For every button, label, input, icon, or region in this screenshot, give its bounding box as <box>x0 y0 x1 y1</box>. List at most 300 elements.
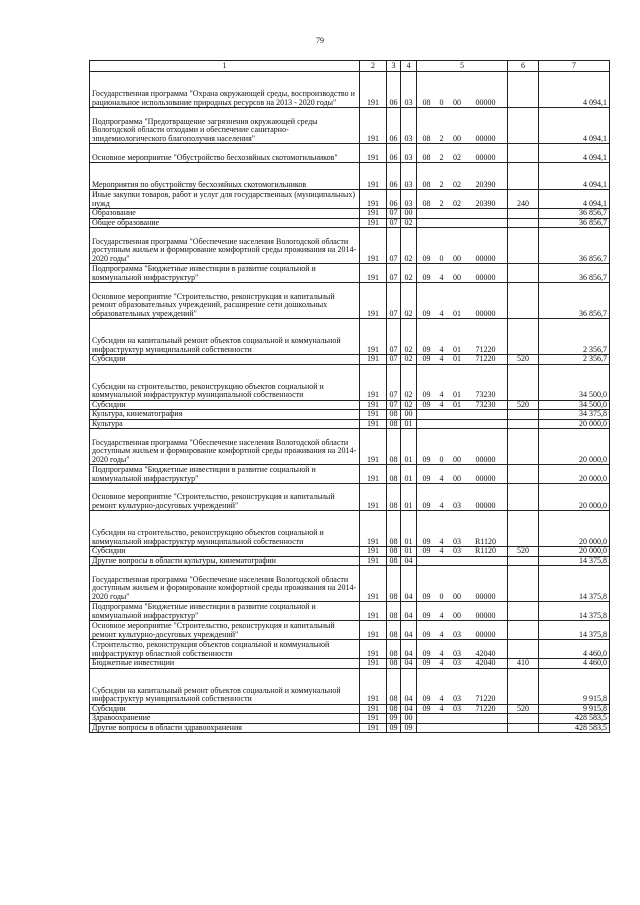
row-name-text: Подпрограмма "Бюджетные инвестиции в развитие социальной и коммунальной инфраструктур" <box>92 264 316 282</box>
row-col-6 <box>508 556 539 566</box>
row-col-2: 191 <box>360 640 387 659</box>
row-name-text: Подпрограмма "Предотвращение загрязнения окружающей среды Вологодской области отходами и обеспечение санитарно-эпидемиологического благополучия населения" <box>92 116 318 143</box>
target-event: 03 <box>453 648 461 658</box>
target-event: 01 <box>453 308 461 318</box>
table-row <box>90 602 610 621</box>
row-amount: 34 500,0 <box>539 364 610 400</box>
row-amount: 4 094,1 <box>539 144 610 163</box>
target-direction: 20390 <box>475 179 496 189</box>
target-program: 08 <box>422 152 431 162</box>
row-col-3: 08 <box>387 621 401 640</box>
row-col-6: 410 <box>508 659 539 669</box>
target-direction: 00000 <box>475 591 496 601</box>
row-col-3: 09 <box>387 714 401 724</box>
target-event: 00 <box>453 272 461 282</box>
row-target-code <box>417 723 508 733</box>
row-col-3: 07 <box>387 283 401 319</box>
row-name <box>90 228 360 264</box>
row-col-6 <box>508 209 539 219</box>
row-col-2: 191 <box>360 566 387 602</box>
target-event: 00 <box>453 454 461 464</box>
row-name-text: Подпрограмма "Бюджетные инвестиции в развитие социальной и коммунальной инфраструктур" <box>92 602 316 620</box>
target-direction: 71220 <box>475 704 496 713</box>
target-direction: R1120 <box>474 536 497 546</box>
row-name-text: Государственная программа "Охрана окружающей среды, воспроизводство и рациональное использование природных ресурсов на 2013 - 2020 годы" <box>92 89 355 107</box>
row-name <box>90 355 360 365</box>
target-direction: 00000 <box>475 454 496 464</box>
target-direction: 71220 <box>475 694 496 703</box>
row-target-code <box>417 419 508 429</box>
row-amount: 36 856,7 <box>539 218 610 228</box>
row-col-4: 04 <box>401 621 417 640</box>
row-col-3: 08 <box>387 602 401 621</box>
row-name-text: Субсидии на капитальный ремонт объектов социальной и коммунальной инфраструктур муниципальной собственности <box>92 336 341 354</box>
row-col-4: 00 <box>401 714 417 724</box>
row-name-text: Здравоохранение <box>92 713 151 722</box>
row-amount: 4 094,1 <box>539 190 610 209</box>
row-amount: 4 460,0 <box>539 659 610 669</box>
target-event: 03 <box>453 546 461 555</box>
row-amount: 428 583,5 <box>539 723 610 733</box>
target-program: 09 <box>422 390 431 399</box>
target-program: 09 <box>422 629 431 639</box>
target-event: 00 <box>453 133 461 143</box>
target-direction: 00000 <box>475 308 496 318</box>
row-target-code <box>417 668 508 704</box>
target-event: 01 <box>453 400 461 409</box>
row-col-6 <box>508 419 539 429</box>
row-col-6: 520 <box>508 704 539 714</box>
row-name-text: Мероприятия по обустройству бесхозяйных скотомогильников <box>92 179 307 189</box>
target-event: 00 <box>453 253 461 263</box>
row-col-6 <box>508 228 539 264</box>
row-col-6 <box>508 218 539 228</box>
row-name <box>90 264 360 283</box>
row-target-code <box>417 319 508 355</box>
row-col-2: 191 <box>360 228 387 264</box>
row-col-2: 191 <box>360 283 387 319</box>
row-name <box>90 602 360 621</box>
row-col-4: 01 <box>401 547 417 557</box>
row-name-text: Субсидии <box>92 546 126 555</box>
row-name-text: Основное мероприятие "Обустройство бесхозяйных скотомогильников" <box>92 152 338 162</box>
row-col-6 <box>508 429 539 465</box>
row-name-text: Подпрограмма "Бюджетные инвестиции в развитие социальной и коммунальной инфраструктур" <box>92 465 316 483</box>
row-amount: 20 000,0 <box>539 547 610 557</box>
table-row <box>90 264 610 283</box>
header-col-7: 7 <box>539 61 610 72</box>
target-direction: 42040 <box>475 658 496 667</box>
row-col-2: 191 <box>360 704 387 714</box>
row-amount: 20 000,0 <box>539 429 610 465</box>
row-name-text: Образование <box>92 208 136 217</box>
target-event: 01 <box>453 390 461 399</box>
table-row <box>90 621 610 640</box>
target-subprogram: 0 <box>439 454 444 464</box>
row-col-6 <box>508 163 539 190</box>
row-target-code <box>417 566 508 602</box>
table-row <box>90 72 610 108</box>
target-program: 08 <box>422 133 431 143</box>
row-col-6 <box>508 72 539 108</box>
row-name <box>90 364 360 400</box>
row-col-3: 08 <box>387 465 401 484</box>
target-direction: 71220 <box>475 344 496 354</box>
row-col-4: 03 <box>401 108 417 144</box>
row-name-text: Культура, кинематография <box>92 409 183 418</box>
row-col-2: 191 <box>360 364 387 400</box>
target-direction: 00000 <box>475 152 496 162</box>
row-amount: 2 356,7 <box>539 319 610 355</box>
target-program: 09 <box>422 694 431 703</box>
row-target-code <box>417 410 508 420</box>
target-direction: 00000 <box>475 253 496 263</box>
row-name <box>90 190 360 209</box>
row-amount: 9 915,8 <box>539 668 610 704</box>
row-col-4: 01 <box>401 465 417 484</box>
target-subprogram: 4 <box>439 308 444 318</box>
target-event: 00 <box>453 610 461 620</box>
target-program: 09 <box>422 610 431 620</box>
row-target-code <box>417 400 508 410</box>
table-row <box>90 484 610 511</box>
row-amount: 4 094,1 <box>539 72 610 108</box>
target-direction: 00000 <box>475 272 496 282</box>
target-program: 09 <box>422 272 431 282</box>
row-name <box>90 484 360 511</box>
row-col-3: 06 <box>387 163 401 190</box>
row-col-4: 01 <box>401 484 417 511</box>
target-event: 00 <box>453 591 461 601</box>
table-row <box>90 419 610 429</box>
row-name-text: Основное мероприятие "Строительство, реконструкция и капитальный ремонт образовательных учреждений, расширение сети дошкольных образовательных учреждений" <box>92 291 335 318</box>
target-event: 03 <box>453 704 461 713</box>
row-col-3: 08 <box>387 556 401 566</box>
row-col-4: 02 <box>401 218 417 228</box>
row-col-4: 01 <box>401 419 417 429</box>
table-row <box>90 640 610 659</box>
row-col-3: 08 <box>387 511 401 547</box>
row-col-4: 02 <box>401 400 417 410</box>
row-col-3: 06 <box>387 108 401 144</box>
row-name-text: Основное мероприятие "Строительство, реконструкция и капитальный ремонт культурно-досуговых учреждений" <box>92 621 335 639</box>
row-name <box>90 108 360 144</box>
table-row <box>90 228 610 264</box>
row-target-code <box>417 228 508 264</box>
row-col-6 <box>508 264 539 283</box>
row-col-2: 191 <box>360 163 387 190</box>
target-direction: 20390 <box>475 198 496 208</box>
row-target-code <box>417 484 508 511</box>
row-name-text: Субсидии на строительство, реконструкцию объектов социальной и коммунальной инфраструктур муниципальной собственности <box>92 381 324 399</box>
row-target-code <box>417 209 508 219</box>
row-name-text: Государственная программа "Обеспечение населения Вологодской области доступным жильем и формирование комфортной среды проживания на 2014-2020 годы" <box>92 574 357 601</box>
row-col-4: 02 <box>401 228 417 264</box>
row-col-4: 03 <box>401 163 417 190</box>
row-target-code <box>417 511 508 547</box>
target-subprogram: 4 <box>439 658 444 667</box>
row-col-3: 07 <box>387 228 401 264</box>
target-program: 08 <box>422 179 431 189</box>
row-name <box>90 419 360 429</box>
target-direction: 71220 <box>475 354 496 363</box>
target-direction: 73230 <box>475 390 496 399</box>
row-col-6: 520 <box>508 355 539 365</box>
row-col-3: 07 <box>387 400 401 410</box>
row-col-2: 191 <box>360 465 387 484</box>
target-direction: 00000 <box>475 629 496 639</box>
row-name <box>90 621 360 640</box>
target-program: 09 <box>422 500 431 510</box>
table-row <box>90 556 610 566</box>
target-subprogram: 4 <box>439 648 444 658</box>
row-target-code <box>417 465 508 484</box>
row-name <box>90 163 360 190</box>
target-subprogram: 2 <box>439 179 444 189</box>
row-target-code <box>417 144 508 163</box>
row-col-4: 04 <box>401 640 417 659</box>
row-col-2: 191 <box>360 621 387 640</box>
row-name-text: Государственная программа "Обеспечение населения Вологодской области доступным жильем и формирование комфортной среды проживания на 2014-2020 годы" <box>92 236 357 263</box>
row-amount: 14 375,8 <box>539 602 610 621</box>
target-event: 03 <box>453 536 461 546</box>
row-name <box>90 218 360 228</box>
row-col-3: 06 <box>387 144 401 163</box>
table-row <box>90 144 610 163</box>
row-amount: 4 460,0 <box>539 640 610 659</box>
row-name-text: Субсидии <box>92 704 126 713</box>
row-col-2: 191 <box>360 190 387 209</box>
row-col-4: 04 <box>401 659 417 669</box>
row-col-3: 08 <box>387 640 401 659</box>
target-subprogram: 4 <box>439 473 444 483</box>
target-subprogram: 4 <box>439 536 444 546</box>
target-program: 09 <box>422 658 431 667</box>
row-name <box>90 400 360 410</box>
header-col-2: 2 <box>360 61 387 72</box>
row-name <box>90 723 360 733</box>
table-row <box>90 410 610 420</box>
table-row <box>90 465 610 484</box>
row-name <box>90 319 360 355</box>
target-event: 02 <box>453 179 461 189</box>
row-name <box>90 566 360 602</box>
row-col-3: 08 <box>387 659 401 669</box>
table-row <box>90 218 610 228</box>
row-col-4: 04 <box>401 566 417 602</box>
table-row <box>90 400 610 410</box>
target-event: 01 <box>453 344 461 354</box>
target-direction: 00000 <box>475 97 496 107</box>
row-col-2: 191 <box>360 484 387 511</box>
target-event: 03 <box>453 500 461 510</box>
row-col-6 <box>508 602 539 621</box>
table-row <box>90 319 610 355</box>
row-name <box>90 659 360 669</box>
row-target-code <box>417 355 508 365</box>
row-col-4: 00 <box>401 209 417 219</box>
row-col-2: 191 <box>360 400 387 410</box>
target-event: 01 <box>453 354 461 363</box>
row-col-2: 191 <box>360 355 387 365</box>
target-program: 09 <box>422 473 431 483</box>
target-subprogram: 2 <box>439 198 444 208</box>
row-col-6 <box>508 410 539 420</box>
row-col-2: 191 <box>360 264 387 283</box>
target-program: 09 <box>422 308 431 318</box>
row-name-text: Другие вопросы в области культуры, кинематографии <box>92 556 276 565</box>
row-name-text: Государственная программа "Обеспечение населения Вологодской области доступным жильем и формирование комфортной среды проживания на 2014-2020 годы" <box>92 437 357 464</box>
row-col-6 <box>508 511 539 547</box>
table-row <box>90 714 610 724</box>
row-target-code <box>417 602 508 621</box>
target-program: 09 <box>422 354 431 363</box>
row-col-3: 09 <box>387 723 401 733</box>
row-name <box>90 72 360 108</box>
row-col-3: 08 <box>387 419 401 429</box>
row-col-4: 02 <box>401 364 417 400</box>
table-row <box>90 283 610 319</box>
row-target-code <box>417 283 508 319</box>
target-event: 00 <box>453 473 461 483</box>
row-col-3: 07 <box>387 209 401 219</box>
row-name-text: Субсидии на строительство, реконструкцию объектов социальной и коммунальной инфраструктур муниципальной собственности <box>92 528 324 546</box>
row-amount: 428 583,5 <box>539 714 610 724</box>
row-col-4: 04 <box>401 556 417 566</box>
row-col-2: 191 <box>360 108 387 144</box>
target-program: 09 <box>422 454 431 464</box>
row-col-6 <box>508 621 539 640</box>
table-row <box>90 355 610 365</box>
row-col-3: 08 <box>387 668 401 704</box>
row-col-2: 191 <box>360 319 387 355</box>
row-target-code <box>417 640 508 659</box>
row-col-3: 08 <box>387 704 401 714</box>
row-name <box>90 547 360 557</box>
row-target-code <box>417 108 508 144</box>
row-col-4: 00 <box>401 410 417 420</box>
table-row <box>90 566 610 602</box>
row-col-3: 07 <box>387 218 401 228</box>
table-row <box>90 704 610 714</box>
table-row <box>90 429 610 465</box>
row-col-3: 07 <box>387 364 401 400</box>
row-col-6 <box>508 283 539 319</box>
row-col-2: 191 <box>360 410 387 420</box>
row-amount: 36 856,7 <box>539 283 610 319</box>
row-name-text: Общее образование <box>92 218 160 227</box>
row-amount: 14 375,8 <box>539 556 610 566</box>
row-col-6 <box>508 465 539 484</box>
row-target-code <box>417 556 508 566</box>
target-direction: 00000 <box>475 133 496 143</box>
target-subprogram: 4 <box>439 629 444 639</box>
row-col-3: 08 <box>387 484 401 511</box>
row-col-6 <box>508 566 539 602</box>
row-col-2: 191 <box>360 714 387 724</box>
row-col-3: 07 <box>387 264 401 283</box>
row-target-code <box>417 190 508 209</box>
row-col-3: 08 <box>387 566 401 602</box>
target-subprogram: 0 <box>439 591 444 601</box>
target-subprogram: 4 <box>439 500 444 510</box>
row-col-6 <box>508 668 539 704</box>
table-row <box>90 108 610 144</box>
row-amount: 2 356,7 <box>539 355 610 365</box>
row-col-6 <box>508 319 539 355</box>
target-direction: 00000 <box>475 500 496 510</box>
target-program: 09 <box>422 400 431 409</box>
row-name-text: Иные закупки товаров, работ и услуг для государственных (муниципальных) нужд <box>92 190 355 208</box>
row-col-6 <box>508 723 539 733</box>
row-amount: 14 375,8 <box>539 566 610 602</box>
target-subprogram: 0 <box>439 253 444 263</box>
row-col-6 <box>508 640 539 659</box>
row-amount: 20 000,0 <box>539 419 610 429</box>
target-event: 03 <box>453 658 461 667</box>
target-subprogram: 4 <box>439 390 444 399</box>
row-col-2: 191 <box>360 511 387 547</box>
target-event: 00 <box>453 97 461 107</box>
table-row <box>90 209 610 219</box>
target-subprogram: 4 <box>439 400 444 409</box>
target-event: 03 <box>453 694 461 703</box>
row-target-code <box>417 547 508 557</box>
row-name <box>90 144 360 163</box>
table-row <box>90 668 610 704</box>
row-amount: 20 000,0 <box>539 511 610 547</box>
row-target-code <box>417 364 508 400</box>
row-name <box>90 209 360 219</box>
target-subprogram: 0 <box>439 97 444 107</box>
row-col-2: 191 <box>360 659 387 669</box>
target-subprogram: 2 <box>439 133 444 143</box>
row-target-code <box>417 72 508 108</box>
row-amount: 36 856,7 <box>539 209 610 219</box>
row-target-code <box>417 704 508 714</box>
row-col-4: 01 <box>401 511 417 547</box>
page-number: 79 <box>316 36 324 45</box>
row-name-text: Бюджетные инвестиции <box>92 658 175 667</box>
row-name <box>90 465 360 484</box>
row-col-4: 03 <box>401 190 417 209</box>
row-col-6 <box>508 714 539 724</box>
target-event: 02 <box>453 152 461 162</box>
row-col-6 <box>508 364 539 400</box>
row-col-6 <box>508 484 539 511</box>
row-col-2: 191 <box>360 429 387 465</box>
header-col-4: 4 <box>401 61 417 72</box>
table-row <box>90 163 610 190</box>
header-col-3: 3 <box>387 61 401 72</box>
target-program: 09 <box>422 546 431 555</box>
row-col-6 <box>508 144 539 163</box>
target-subprogram: 4 <box>439 546 444 555</box>
row-col-3: 06 <box>387 190 401 209</box>
row-name <box>90 511 360 547</box>
table-header-row <box>90 61 610 72</box>
row-target-code <box>417 621 508 640</box>
row-name-text: Субсидии <box>92 354 126 363</box>
row-name-text: Строительство, реконструкция объектов социальной и коммунальной инфраструктур областной собственности <box>92 640 330 658</box>
table-row <box>90 659 610 669</box>
header-col-6: 6 <box>508 61 539 72</box>
row-target-code <box>417 264 508 283</box>
row-col-4: 04 <box>401 602 417 621</box>
row-col-3: 08 <box>387 547 401 557</box>
row-col-2: 191 <box>360 602 387 621</box>
row-name-text: Другие вопросы в области здравоохранения <box>92 723 242 732</box>
